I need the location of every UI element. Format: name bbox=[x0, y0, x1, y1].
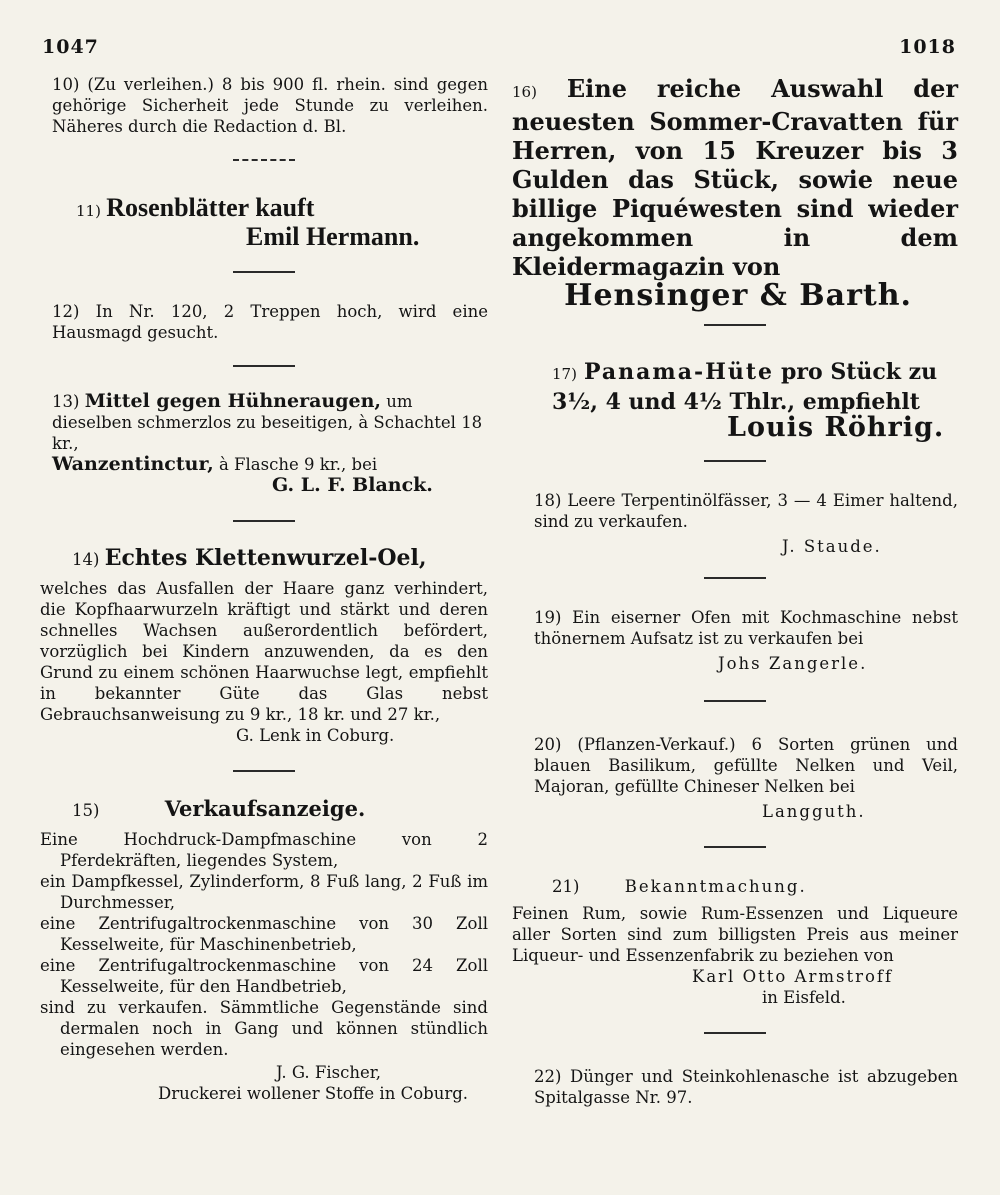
ad-17-number: 17) bbox=[552, 365, 577, 383]
ad-15-number: 15) bbox=[72, 801, 100, 820]
ad-21-text: Feinen Rum, sowie Rum-Essenzen und Liqueure aller Sorten sind zum billigsten Preis aus meiner Liqueur- und Essenzenfabrik zu beziehen von bbox=[512, 904, 958, 965]
ad-20-text: 20) (Pflanzen-Verkauf.) 6 Sorten grünen und blauen Basilikum, gefüllte Nelken und Veil, Majoran, gefüllte Chineser Nelken bei bbox=[534, 735, 958, 796]
ad-15-item-3: eine Zentrifugaltrockenmaschine von 30 Zoll Kesselweite, für Maschinenbetrieb, bbox=[40, 914, 488, 954]
separator bbox=[704, 1032, 766, 1034]
ad-15-item-2: ein Dampfkessel, Zylinderform, 8 Fuß lang, 2 Fuß im Durchmesser, bbox=[40, 872, 488, 912]
ad-20 bbox=[512, 734, 958, 822]
ad-17-signature: Louis Röhrig. bbox=[727, 412, 945, 443]
ad-19 bbox=[512, 607, 958, 674]
ad-22 bbox=[512, 1066, 958, 1108]
ad-16-number: 16) bbox=[512, 83, 537, 101]
ad-10 bbox=[40, 74, 488, 137]
ad-14 bbox=[40, 545, 488, 746]
ad-13-signature: G. L. F. Blanck. bbox=[272, 474, 433, 496]
left-column bbox=[40, 74, 488, 1118]
ad-11-number: 11) bbox=[76, 202, 101, 220]
ad-15-signature-1: J. G. Fischer, bbox=[276, 1063, 382, 1082]
separator bbox=[704, 577, 766, 579]
ad-13 bbox=[40, 391, 488, 496]
ad-19-signature: Johs Zangerle. bbox=[718, 654, 868, 673]
ad-16-text: Eine reiche Auswahl der neuesten Sommer-Cravatten für Herren, von 15 Kreuzer bis 3 Gulden das Stück, sowie neue billige Piquéwesten sind wieder angekommen in dem Kleidermagazin von bbox=[512, 74, 958, 281]
separator bbox=[233, 271, 295, 273]
ad-12-text: 12) In Nr. 120, 2 Treppen hoch, wird eine Hausmagd gesucht. bbox=[52, 302, 488, 342]
ad-15-item-1: Eine Hochdruck-Dampfmaschine von 2 Pferdekräften, liegendes System, bbox=[40, 830, 488, 870]
separator bbox=[233, 520, 295, 522]
separator bbox=[704, 460, 766, 462]
ad-13-text2: à Flasche 9 kr., bei bbox=[218, 455, 378, 474]
separator bbox=[233, 159, 295, 161]
separator bbox=[704, 846, 766, 848]
ad-11 bbox=[40, 193, 488, 251]
ad-12 bbox=[40, 301, 488, 343]
ad-10-number: 10) bbox=[52, 75, 80, 94]
ad-21-signature-2: in Eisfeld. bbox=[762, 988, 846, 1007]
ad-15-item-5: sind zu verkaufen. Sämmtliche Gegenstände sind dermalen noch in Gang und können stündlich eingesehen werden. bbox=[40, 998, 488, 1059]
ad-22-text: 22) Dünger und Steinkohlenasche ist abzugeben Spitalgasse Nr. 97. bbox=[534, 1067, 958, 1107]
ad-18 bbox=[512, 490, 958, 557]
ad-17 bbox=[512, 358, 958, 443]
ad-19-text: 19) Ein eiserner Ofen mit Kochmaschine nebst thönernem Aufsatz ist zu verkaufen bei bbox=[534, 608, 958, 648]
ad-14-head: Echtes Klettenwurzel-Oel, bbox=[104, 545, 427, 571]
ad-21-signature-1: Karl Otto Armstroff bbox=[692, 967, 894, 986]
ad-11-line2: Emil Hermann. bbox=[246, 222, 420, 251]
ad-15-head: Verkaufsanzeige. bbox=[164, 796, 366, 821]
ad-21 bbox=[512, 876, 958, 1008]
ad-17-text: pro Stück zu 3½, 4 und 4½ Thlr., empfiehlt bbox=[552, 359, 938, 415]
ad-15 bbox=[40, 798, 488, 1104]
ad-16 bbox=[512, 74, 958, 313]
ad-14-body: welches das Ausfallen der Haare ganz verhindert, die Kopfhaarwurzeln kräftigt und stärkt und deren schnelles Wachsen außerordentlich befördert, vorzüglich bei Kindern anzuwenden, da es den Grund zu einem schönen Haarwuchse legt, empfiehlt in bekannter Güte das Glas nebst Gebrauchsanweisung zu 9 kr., 18 kr. und 27 kr., bbox=[40, 579, 488, 724]
ad-15-signature-2: Druckerei wollener Stoffe in Coburg. bbox=[158, 1084, 469, 1103]
ad-15-item-4: eine Zentrifugaltrockenmaschine von 24 Zoll Kesselweite, für den Handbetrieb, bbox=[40, 956, 488, 996]
ad-18-signature: J. Staude. bbox=[782, 537, 882, 556]
separator bbox=[233, 770, 295, 772]
separator bbox=[704, 700, 766, 702]
ad-14-signature: G. Lenk in Coburg. bbox=[236, 726, 395, 745]
ad-20-signature: Langguth. bbox=[762, 802, 866, 821]
ad-13-head: Mittel gegen Hühneraugen, bbox=[84, 390, 382, 412]
ad-18-text: 18) Leere Terpentinölfässer, 3 — 4 Eimer haltend, sind zu verkaufen. bbox=[534, 491, 958, 531]
ad-10-text: (Zu verleihen.) 8 bis 900 fl. rhein. sind gegen gehörige Sicherheit jede Stunde zu verleihen. Näheres durch die Redaction d. Bl. bbox=[52, 75, 488, 136]
ad-13-number: 13) bbox=[52, 392, 80, 411]
ad-14-number: 14) bbox=[72, 550, 100, 569]
page-number-left: 1047 bbox=[42, 36, 99, 58]
ad-17-head: Panama-Hüte bbox=[583, 359, 775, 385]
separator bbox=[704, 324, 766, 326]
ad-11-line1: Rosenblätter kauft bbox=[106, 193, 315, 222]
page-number-right: 1018 bbox=[899, 36, 956, 58]
ad-13-head2: Wanzentinctur, bbox=[52, 453, 214, 475]
ad-16-firm: Hensinger & Barth. bbox=[564, 278, 912, 313]
separator bbox=[233, 365, 295, 367]
ad-21-head: Bekanntmachung. bbox=[624, 877, 807, 896]
ad-13-text1: um dieselben schmerzlos zu beseitigen, à Schachtel 18 kr., bbox=[52, 392, 483, 453]
right-column bbox=[512, 74, 958, 1122]
ad-21-number: 21) bbox=[552, 877, 580, 896]
